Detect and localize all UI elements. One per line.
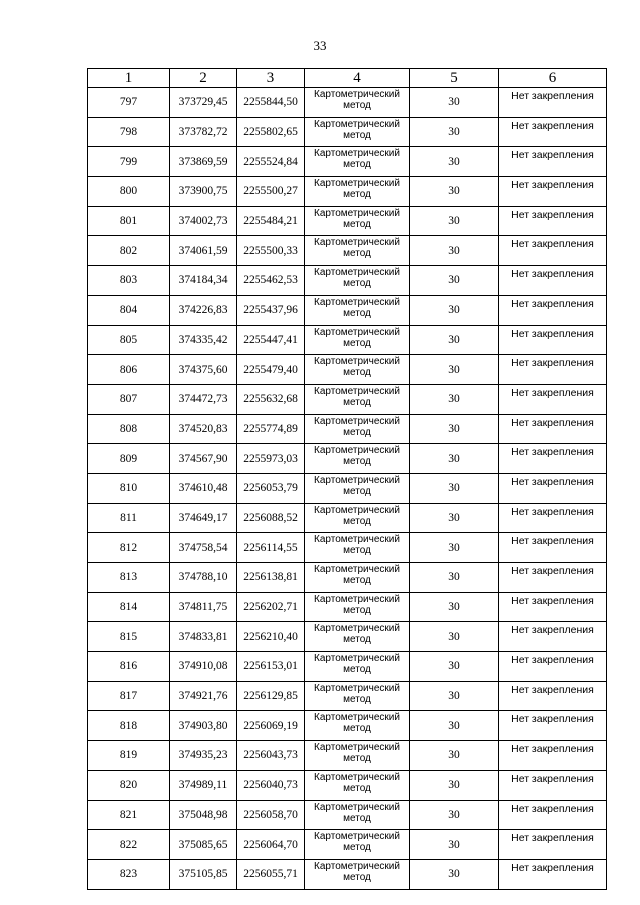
fixing-description: Нет закрепления: [499, 622, 607, 652]
method-cell: [305, 770, 410, 800]
table-row: [88, 473, 607, 503]
table-row: [88, 563, 607, 593]
fixing-description: Нет закрепления: [499, 859, 607, 889]
accuracy-value: 30: [410, 295, 499, 325]
coordinate-x: 374758,54: [170, 533, 237, 563]
method-cell: [305, 503, 410, 533]
coordinate-y: 2255500,27: [237, 177, 305, 207]
accuracy-value: 30: [410, 533, 499, 563]
fixing-description: Нет закрепления: [499, 533, 607, 563]
fixing-description: Нет закрепления: [499, 266, 607, 296]
method-line-1: Картометрический: [314, 207, 400, 219]
table-row: [88, 444, 607, 474]
coordinate-y: 2255447,41: [237, 325, 305, 355]
point-number: 802: [88, 236, 170, 266]
coordinate-y: 2255802,65: [237, 117, 305, 147]
coordinate-x: 374567,90: [170, 444, 237, 474]
method-line-1: Картометрический: [314, 415, 400, 427]
table-row: [88, 325, 607, 355]
accuracy-value: 30: [410, 88, 499, 118]
coordinate-y: 2255479,40: [237, 355, 305, 385]
coordinate-y: 2255462,53: [237, 266, 305, 296]
table-row: [88, 770, 607, 800]
method-cell: [305, 622, 410, 652]
accuracy-value: 30: [410, 622, 499, 652]
method-line-1: Картометрический: [314, 564, 400, 575]
method-line-1: Картометрический: [314, 712, 400, 724]
method-line-1: Картометрический: [314, 474, 400, 486]
method-line-2: метод: [343, 723, 371, 735]
coordinate-y: 2256069,19: [237, 711, 305, 741]
fixing-description: Нет закрепления: [499, 681, 607, 711]
table-row: [88, 206, 607, 236]
method-line-2: метод: [343, 485, 371, 497]
point-number: 810: [88, 473, 170, 503]
method-line-1: Картометрический: [314, 267, 400, 279]
accuracy-value: 30: [410, 473, 499, 503]
header-col-3: 3: [237, 69, 305, 88]
coordinate-y: 2255437,96: [237, 295, 305, 325]
coordinate-y: 2256202,71: [237, 592, 305, 622]
coordinate-y: 2256138,81: [237, 563, 305, 593]
fixing-description: Нет закрепления: [499, 741, 607, 771]
accuracy-value: 30: [410, 830, 499, 860]
method-cell: [305, 177, 410, 207]
table-row: [88, 414, 607, 444]
method-line-1: Картометрический: [314, 118, 400, 130]
table-row: [88, 800, 607, 830]
method-line-2: метод: [343, 367, 371, 379]
method-line-1: Картометрический: [314, 89, 400, 100]
table-row: [88, 533, 607, 563]
point-number: 816: [88, 652, 170, 682]
method-line-1: Картометрический: [314, 237, 400, 249]
method-cell: [305, 859, 410, 889]
point-number: 809: [88, 444, 170, 474]
fixing-description: Нет закрепления: [499, 652, 607, 682]
method-line-1: Картометрический: [314, 653, 400, 665]
method-line-2: метод: [343, 575, 371, 586]
coordinate-y: 2256114,55: [237, 533, 305, 563]
coordinate-x: 374989,11: [170, 770, 237, 800]
fixing-description: Нет закрепления: [499, 355, 607, 385]
header-col-6: 6: [499, 69, 607, 88]
method-cell: [305, 88, 410, 118]
method-line-1: Картометрический: [314, 148, 400, 160]
method-line-1: Картометрический: [314, 623, 400, 635]
header-col-4: 4: [305, 69, 410, 88]
method-line-1: Картометрический: [314, 385, 400, 397]
point-number: 805: [88, 325, 170, 355]
fixing-description: Нет закрепления: [499, 206, 607, 236]
header-col-2: 2: [170, 69, 237, 88]
table-row: [88, 859, 607, 889]
method-cell: [305, 800, 410, 830]
method-cell: [305, 741, 410, 771]
method-cell: [305, 384, 410, 414]
coordinate-x: 373729,45: [170, 88, 237, 118]
point-number: 804: [88, 295, 170, 325]
header-col-1: 1: [88, 69, 170, 88]
coordinate-x: 374375,60: [170, 355, 237, 385]
table-body: [88, 88, 607, 890]
fixing-description: Нет закрепления: [499, 503, 607, 533]
method-cell: [305, 414, 410, 444]
point-number: 798: [88, 117, 170, 147]
coordinate-x: 373782,72: [170, 117, 237, 147]
method-line-1: Картометрический: [314, 296, 400, 308]
method-line-1: Картометрический: [314, 593, 400, 605]
table-row: [88, 295, 607, 325]
method-line-2: метод: [343, 456, 371, 468]
coordinate-y: 2255774,89: [237, 414, 305, 444]
method-line-2: метод: [343, 812, 371, 824]
coordinate-x: 373900,75: [170, 177, 237, 207]
accuracy-value: 30: [410, 444, 499, 474]
coordinate-x: 374472,73: [170, 384, 237, 414]
accuracy-value: 30: [410, 206, 499, 236]
coordinate-x: 374921,76: [170, 681, 237, 711]
fixing-description: Нет закрепления: [499, 711, 607, 741]
coordinate-y: 2255524,84: [237, 147, 305, 177]
method-cell: [305, 830, 410, 860]
table-row: [88, 384, 607, 414]
point-number: 811: [88, 503, 170, 533]
method-cell: [305, 652, 410, 682]
accuracy-value: 30: [410, 325, 499, 355]
method-line-2: метод: [343, 426, 371, 438]
point-number: 817: [88, 681, 170, 711]
coordinates-table: [87, 68, 607, 890]
coordinate-y: 2255484,21: [237, 206, 305, 236]
coordinate-x: 374184,34: [170, 266, 237, 296]
coordinate-y: 2256055,71: [237, 859, 305, 889]
point-number: 799: [88, 147, 170, 177]
table-row: [88, 177, 607, 207]
method-cell: [305, 325, 410, 355]
method-line-2: метод: [343, 248, 371, 260]
accuracy-value: 30: [410, 177, 499, 207]
coordinate-x: 374002,73: [170, 206, 237, 236]
method-line-2: метод: [343, 129, 371, 141]
method-line-1: Картометрический: [314, 445, 400, 457]
coordinate-x: 374935,23: [170, 741, 237, 771]
method-line-2: метод: [343, 634, 371, 646]
fixing-description: Нет закрепления: [499, 444, 607, 474]
method-cell: [305, 206, 410, 236]
point-number: 813: [88, 563, 170, 593]
fixing-description: Нет закрепления: [499, 88, 607, 118]
point-number: 807: [88, 384, 170, 414]
table-row: [88, 355, 607, 385]
page-number: 33: [313, 38, 327, 53]
table-row: [88, 117, 607, 147]
point-number: 818: [88, 711, 170, 741]
coordinate-x: 374903,80: [170, 711, 237, 741]
fixing-description: Нет закрепления: [499, 473, 607, 503]
header-row: [88, 69, 607, 88]
method-line-2: метод: [343, 218, 371, 230]
method-line-2: метод: [343, 100, 371, 111]
accuracy-value: 30: [410, 563, 499, 593]
point-number: 822: [88, 830, 170, 860]
accuracy-value: 30: [410, 741, 499, 771]
fixing-description: Нет закрепления: [499, 592, 607, 622]
accuracy-value: 30: [410, 384, 499, 414]
coordinate-x: 374226,83: [170, 295, 237, 325]
coordinate-y: 2256088,52: [237, 503, 305, 533]
method-line-2: метод: [343, 337, 371, 349]
method-cell: [305, 355, 410, 385]
coordinate-x: 374811,75: [170, 592, 237, 622]
accuracy-value: 30: [410, 859, 499, 889]
method-line-2: метод: [343, 545, 371, 557]
method-line-2: метод: [343, 693, 371, 705]
coordinate-x: 374910,08: [170, 652, 237, 682]
method-line-1: Картометрический: [314, 356, 400, 368]
table-row: [88, 830, 607, 860]
method-line-2: метод: [343, 159, 371, 171]
method-line-1: Картометрический: [314, 326, 400, 338]
point-number: 823: [88, 859, 170, 889]
table-header: [88, 69, 607, 88]
coordinate-y: 2255500,33: [237, 236, 305, 266]
coordinate-y: 2255844,50: [237, 88, 305, 118]
fixing-description: Нет закрепления: [499, 177, 607, 207]
method-line-2: метод: [343, 782, 371, 794]
fixing-description: Нет закрепления: [499, 295, 607, 325]
method-line-2: метод: [343, 515, 371, 527]
fixing-description: Нет закрепления: [499, 563, 607, 593]
method-line-1: Картометрический: [314, 831, 400, 843]
fixing-description: Нет закрепления: [499, 117, 607, 147]
coordinate-x: 373869,59: [170, 147, 237, 177]
coordinate-y: 2255973,03: [237, 444, 305, 474]
coordinate-x: 375085,65: [170, 830, 237, 860]
method-cell: [305, 147, 410, 177]
coordinate-y: 2256064,70: [237, 830, 305, 860]
coordinate-y: 2256129,85: [237, 681, 305, 711]
coordinate-x: 374335,42: [170, 325, 237, 355]
accuracy-value: 30: [410, 711, 499, 741]
method-line-2: метод: [343, 307, 371, 319]
coordinate-x: 375105,85: [170, 859, 237, 889]
table-row: [88, 592, 607, 622]
method-cell: [305, 681, 410, 711]
table-row: [88, 741, 607, 771]
table-row: [88, 652, 607, 682]
fixing-description: Нет закрепления: [499, 414, 607, 444]
accuracy-value: 30: [410, 147, 499, 177]
fixing-description: Нет закрепления: [499, 770, 607, 800]
method-cell: [305, 473, 410, 503]
method-cell: [305, 266, 410, 296]
accuracy-value: 30: [410, 266, 499, 296]
point-number: 800: [88, 177, 170, 207]
fixing-description: Нет закрепления: [499, 830, 607, 860]
method-line-1: Картометрический: [314, 504, 400, 516]
coordinate-y: 2255632,68: [237, 384, 305, 414]
fixing-description: Нет закрепления: [499, 147, 607, 177]
coordinate-x: 375048,98: [170, 800, 237, 830]
accuracy-value: 30: [410, 414, 499, 444]
coordinate-x: 374649,17: [170, 503, 237, 533]
method-line-1: Картометрический: [314, 178, 400, 190]
method-line-1: Картометрический: [314, 771, 400, 783]
point-number: 819: [88, 741, 170, 771]
point-number: 814: [88, 592, 170, 622]
point-number: 797: [88, 88, 170, 118]
coordinate-x: 374061,59: [170, 236, 237, 266]
method-cell: [305, 117, 410, 147]
point-number: 821: [88, 800, 170, 830]
accuracy-value: 30: [410, 681, 499, 711]
coordinate-y: 2256153,01: [237, 652, 305, 682]
point-number: 815: [88, 622, 170, 652]
coordinate-y: 2256043,73: [237, 741, 305, 771]
method-line-2: метод: [343, 604, 371, 616]
table-row: [88, 236, 607, 266]
method-line-2: метод: [343, 664, 371, 676]
accuracy-value: 30: [410, 770, 499, 800]
fixing-description: Нет закрепления: [499, 800, 607, 830]
point-number: 820: [88, 770, 170, 800]
method-line-2: метод: [343, 753, 371, 765]
method-cell: [305, 711, 410, 741]
table-row: [88, 147, 607, 177]
coordinate-y: 2256210,40: [237, 622, 305, 652]
table-row: [88, 88, 607, 118]
coordinate-x: 374610,48: [170, 473, 237, 503]
table-row: [88, 503, 607, 533]
fixing-description: Нет закрепления: [499, 325, 607, 355]
table-row: [88, 622, 607, 652]
method-line-2: метод: [343, 396, 371, 408]
method-line-1: Картометрический: [314, 682, 400, 694]
fixing-description: Нет закрепления: [499, 384, 607, 414]
method-cell: [305, 444, 410, 474]
accuracy-value: 30: [410, 355, 499, 385]
point-number: 803: [88, 266, 170, 296]
table-row: [88, 681, 607, 711]
method-cell: [305, 592, 410, 622]
coordinate-y: 2256053,79: [237, 473, 305, 503]
coordinate-x: 374833,81: [170, 622, 237, 652]
header-col-5: 5: [410, 69, 499, 88]
method-line-2: метод: [343, 189, 371, 201]
method-cell: [305, 236, 410, 266]
accuracy-value: 30: [410, 652, 499, 682]
coordinate-y: 2256040,73: [237, 770, 305, 800]
method-cell: [305, 533, 410, 563]
method-line-2: метод: [343, 842, 371, 854]
accuracy-value: 30: [410, 117, 499, 147]
point-number: 801: [88, 206, 170, 236]
method-line-2: метод: [343, 278, 371, 290]
method-line-1: Картометрический: [314, 860, 400, 872]
point-number: 808: [88, 414, 170, 444]
coordinate-x: 374788,10: [170, 563, 237, 593]
method-cell: [305, 563, 410, 593]
coordinate-x: 374520,83: [170, 414, 237, 444]
point-number: 812: [88, 533, 170, 563]
method-line-2: метод: [343, 871, 371, 883]
accuracy-value: 30: [410, 503, 499, 533]
method-cell: [305, 295, 410, 325]
coordinate-y: 2256058,70: [237, 800, 305, 830]
table-row: [88, 266, 607, 296]
accuracy-value: 30: [410, 800, 499, 830]
method-line-1: Картометрический: [314, 742, 400, 754]
method-line-1: Картометрический: [314, 534, 400, 546]
accuracy-value: 30: [410, 236, 499, 266]
fixing-description: Нет закрепления: [499, 236, 607, 266]
point-number: 806: [88, 355, 170, 385]
accuracy-value: 30: [410, 592, 499, 622]
method-line-1: Картометрический: [314, 801, 400, 813]
table-row: [88, 711, 607, 741]
